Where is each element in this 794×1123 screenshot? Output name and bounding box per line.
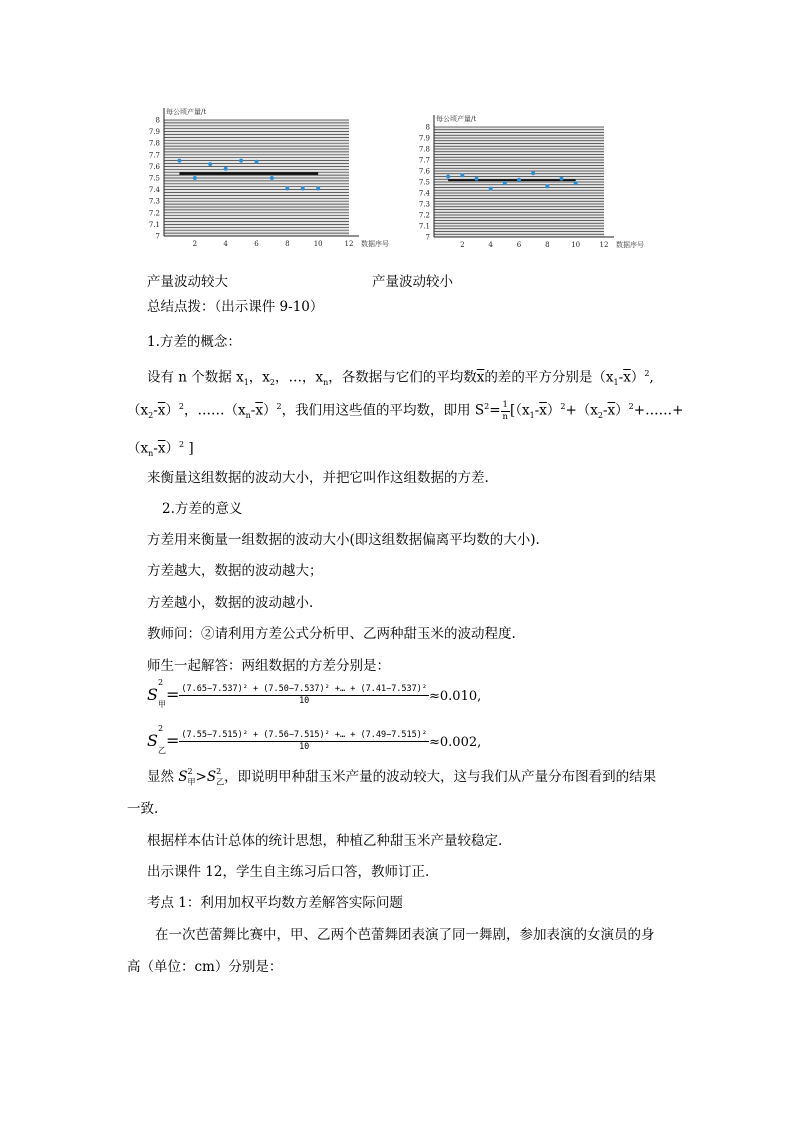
var-jia-denominator: 10 (299, 696, 310, 706)
y-tick-label: 7.3 (418, 200, 430, 209)
x-axis-label: 数据序号 (361, 240, 389, 248)
y-tick-label: 7.2 (148, 209, 160, 218)
teacher-question: 教师问：②请利用方差公式分析甲、乙两种甜玉米的波动程度. (147, 626, 516, 642)
answer-intro: 师生一起解答：两组数据的方差分别是： (147, 658, 390, 674)
var-yi-denominator: 10 (299, 742, 310, 752)
yield-chart-right-svg (410, 108, 655, 256)
sub-jia-2: 甲 (187, 777, 196, 787)
concept-1c: 的差的平方分别是（x (484, 369, 614, 386)
data-point (545, 184, 549, 188)
caption-left: 产量波动较大 (147, 274, 228, 290)
data-point (503, 181, 507, 185)
data-point (574, 181, 578, 185)
data-point (270, 176, 274, 180)
y-tick-label: 7.8 (148, 139, 160, 148)
data-point (446, 175, 450, 179)
meaning-1: 方差用来衡量一组数据的波动大小(即这组数据偏离平均数的大小). (147, 532, 540, 548)
y-tick-label: 7.7 (148, 151, 160, 160)
concept-line-1: 设有 n 个数据 $x_1$，$x_2$，…，$x_n$，各数据与它们的平均数$\overline{x}$的差的平方分别是$(x_1-\overline{x})^2$, (147, 369, 654, 388)
sub-jia: 甲 (157, 700, 166, 710)
data-point (193, 176, 197, 180)
yield-chart-right (410, 108, 655, 256)
x-tick-label: 4 (223, 240, 228, 248)
x-axis-label: 数据序号 (616, 241, 644, 249)
y-axis-label: 每公顷产量/t (436, 115, 477, 123)
x-tick-label: 6 (254, 240, 259, 248)
y-tick-label: 7.7 (418, 156, 430, 165)
practice-line: 出示课件 12，学生自主练习后口答，教师订正. (147, 864, 430, 880)
data-point (301, 186, 305, 190)
caption-right: 产量波动较小 (372, 274, 453, 290)
y-tick-label: 7.9 (418, 134, 430, 143)
conclusion-line-1: 显然 S 2 $_甲$>S 2 $_乙$，即说明甲种甜玉米产量的波动较大，这与我们从产量分布图看到的结果 (147, 767, 657, 787)
problem-line-1: 在一次芭蕾舞比赛中，甲、乙两个芭蕾舞团表演了同一舞剧，参加表演的女演员的身 (155, 927, 655, 943)
x-tick-label: 4 (488, 241, 493, 249)
y-tick-label: 7.1 (148, 220, 160, 229)
yield-chart-left-svg (140, 100, 389, 256)
y-tick-label: 7 (425, 233, 430, 242)
measure-line: 来衡量这组数据的波动大小，并把它叫作这组数据的方差. (147, 470, 489, 486)
y-tick-label: 7.4 (418, 189, 430, 198)
data-point (489, 187, 493, 191)
data-point (285, 186, 289, 190)
y-tick-label: 7.6 (418, 167, 430, 176)
variance-jia: S 2 $_甲$= $\frac{\text{(7.65−7.537)² + (7.50−7.537)² +… + (7.41−7.537)²}}{10}$ ≈0.010, (147, 678, 482, 710)
y-tick-label: 7.5 (418, 178, 430, 187)
var-jia-numerator: (7.65−7.537)² + (7.50−7.537)² +… + (7.41−7.537)² (181, 684, 428, 694)
y-tick-label: 8 (155, 116, 160, 125)
data-point (460, 173, 464, 177)
y-tick-label: 7.8 (418, 145, 430, 154)
data-point (316, 186, 320, 190)
data-point (224, 167, 228, 171)
conclusion-1: ，即说明甲种甜玉米产量的波动较大，这与我们从产量分布图看到的结果 (224, 769, 657, 785)
concept-title: 1.方差的概念： (147, 334, 241, 350)
y-axis-label: 每公顷产量/t (166, 108, 207, 116)
stat-idea: 根据样本估计总体的统计思想，种植乙种甜玉米产量较稳定. (147, 833, 503, 849)
var-yi-numerator: (7.55−7.515)² + (7.56−7.515)² +… + (7.49−7.515)² (181, 730, 428, 740)
x-tick-label: 8 (545, 241, 550, 249)
x-tick-label: 2 (192, 240, 198, 248)
y-tick-label: 7.3 (148, 197, 160, 206)
concept-1b: ，各数据与它们的平均数 (328, 369, 477, 386)
y-tick-label: 7.9 (148, 128, 160, 137)
data-point (560, 177, 564, 181)
y-tick-label: 7.1 (418, 222, 430, 231)
y-tick-label: 8 (425, 123, 430, 132)
conclusion-line-2: 一致. (127, 801, 159, 817)
data-point (531, 171, 535, 175)
data-point (208, 162, 212, 166)
concept-1a: 设有 n 个数据 x (147, 369, 244, 386)
meaning-3: 方差越小，数据的波动越小. (147, 595, 314, 611)
y-tick-label: 7.4 (148, 186, 160, 195)
var-yi-value: ≈0.002, (429, 735, 482, 750)
concept-2: 我们用这些值的平均数，即用 S (295, 402, 485, 419)
x-tick-label: 2 (460, 241, 465, 249)
y-tick-label: 7.5 (148, 174, 160, 183)
variance-yi: S 2 $_乙$= $\frac{\text{(7.55−7.515)² + (7.56−7.515)² +… + (7.49−7.515)²}}{10}$ ≈0.002, (147, 724, 482, 756)
y-tick-label: 7.2 (418, 211, 430, 220)
x-tick-label: 8 (285, 240, 290, 248)
sub-yi-2: 乙 (216, 777, 225, 787)
data-point (177, 159, 181, 163)
meaning-2: 方差越大，数据的波动越大； (147, 563, 323, 579)
concept-line-3: $(x_n-\overline{x})^2$ ] (127, 440, 194, 459)
sub-yi: 乙 (157, 746, 166, 756)
y-tick-label: 7 (155, 232, 160, 241)
x-tick-label: 10 (571, 241, 581, 249)
x-tick-label: 6 (516, 241, 522, 249)
var-jia-value: ≈0.010, (429, 689, 482, 704)
data-point (255, 160, 259, 164)
kaodian-line: 考点 1：利用加权平均数方差解答实际问题 (147, 895, 403, 911)
data-point (239, 159, 243, 163)
yield-chart-left (140, 100, 389, 256)
data-point (475, 177, 479, 181)
summary-line: 总结点拨：（出示课件 9-10） (147, 299, 324, 315)
meaning-title: 2.方差的意义 (162, 501, 243, 517)
problem-line-2: 高（单位：cm）分别是： (127, 959, 283, 975)
x-tick-label: 12 (599, 241, 609, 249)
data-point (517, 178, 521, 182)
y-tick-label: 7.6 (148, 162, 160, 171)
x-tick-label: 12 (344, 240, 354, 248)
x-tick-label: 10 (313, 240, 323, 248)
concept-line-2: $(x_2-\overline{x})^2$，$\dots\dots(x_n-\overline{x})^2$，我们用这些值的平均数，即用 $S^2=$ $\frac{1}{n}$ [$(x_1-\overline{x})^2+(x_2-\overline{x})^2+\dots\dots+$ (127, 399, 684, 422)
